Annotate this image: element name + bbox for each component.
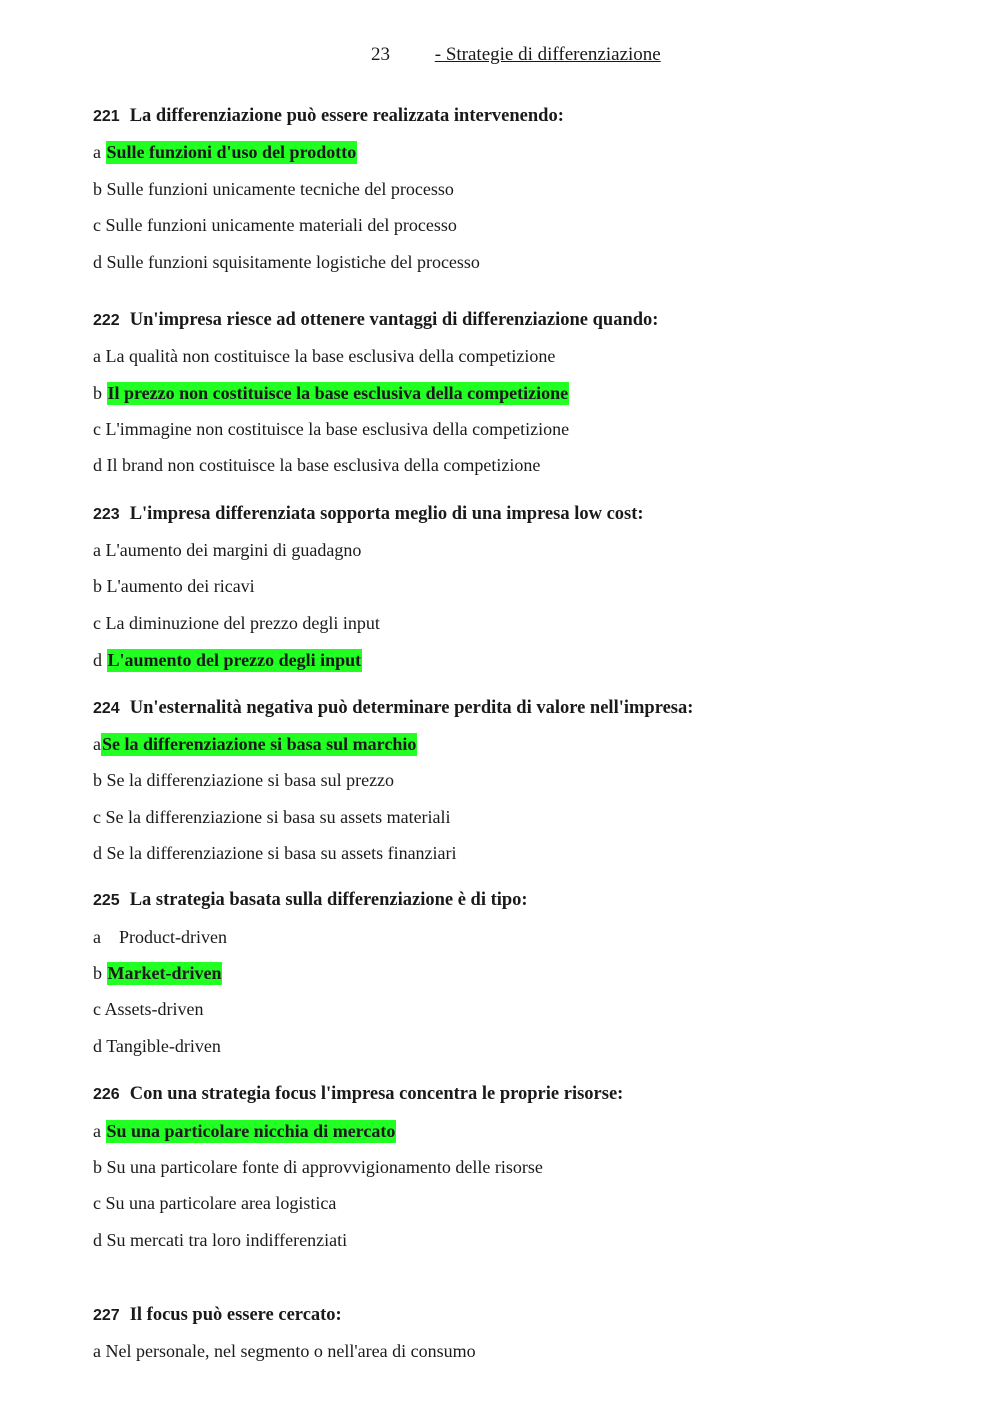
- question-text: Un'impresa riesce ad ottenere vantaggi di differenziazione quando:: [129, 310, 659, 330]
- option-text: Tangible-driven: [106, 1036, 221, 1056]
- question-text: Il focus può essere cercato:: [129, 1305, 342, 1325]
- option-text: La diminuzione del prezzo degli input: [105, 613, 380, 633]
- option-226-c: [93, 1193, 336, 1214]
- question-226: [93, 1084, 623, 1105]
- option-text: Il brand non costituisce la base esclusiva della competizione: [106, 455, 541, 475]
- question-number: 221: [93, 108, 120, 125]
- option-letter: d: [93, 252, 107, 272]
- option-221-d: [93, 252, 480, 273]
- option-text-correct: L'aumento del prezzo degli input: [107, 650, 362, 670]
- option-222-a: [93, 346, 555, 367]
- option-text: Se la differenziazione si basa su assets finanziari: [106, 843, 457, 863]
- question-text: Con una strategia focus l'impresa concentra le proprie risorse:: [129, 1084, 624, 1104]
- option-221-b: [93, 179, 454, 200]
- option-221-a: [93, 142, 357, 163]
- option-text: L'aumento dei margini di guadagno: [105, 540, 362, 560]
- option-text-correct: Su una particolare nicchia di mercato: [106, 1121, 396, 1141]
- question-224: [93, 698, 693, 719]
- question-text: Un'esternalità negativa può determinare perdita di valore nell'impresa:: [129, 698, 694, 718]
- question-225: [93, 890, 528, 911]
- option-letter: d: [93, 843, 107, 863]
- option-letter: d: [93, 1230, 102, 1250]
- question-222: [93, 310, 658, 331]
- option-223-c: [93, 613, 380, 634]
- option-letter: a: [93, 346, 101, 366]
- option-text: L'aumento dei ricavi: [106, 576, 255, 596]
- option-letter: c: [93, 215, 106, 235]
- option-222-d: [93, 455, 540, 476]
- section-title: - Strategie di differenziazione: [434, 44, 661, 65]
- option-letter: c: [93, 999, 105, 1019]
- option-letter: a: [93, 1341, 101, 1361]
- question-227: [93, 1305, 342, 1326]
- option-224-a: [93, 734, 417, 755]
- option-text: Su una particolare area logistica: [105, 1193, 337, 1213]
- option-text: La qualità non costituisce la base esclusiva della competizione: [105, 346, 556, 366]
- option-225-a: [93, 927, 227, 948]
- question-number: 224: [93, 700, 120, 717]
- option-text-correct: Il prezzo non costituisce la base esclusiva della competizione: [107, 383, 569, 403]
- option-223-d: [93, 650, 362, 671]
- option-225-c: [93, 999, 203, 1020]
- option-text: Sulle funzioni unicamente materiali del processo: [105, 215, 457, 235]
- option-letter: a: [93, 734, 101, 754]
- option-text: L'immagine non costituisce la base esclusiva della competizione: [105, 419, 570, 439]
- option-text: Su una particolare fonte di approvvigionamento delle risorse: [106, 1157, 543, 1177]
- option-letter: b: [93, 963, 107, 983]
- option-224-c: [93, 807, 451, 828]
- question-221: [93, 106, 564, 127]
- question-text: La strategia basata sulla differenziazione è di tipo:: [129, 890, 528, 910]
- option-text: Nel personale, nel segmento o nell'area di consumo: [105, 1341, 476, 1361]
- option-226-d: [93, 1230, 347, 1251]
- option-letter: c: [93, 419, 101, 439]
- page-header: [371, 44, 661, 66]
- option-letter: c: [93, 613, 101, 633]
- option-letter: b: [93, 179, 102, 199]
- question-number: 222: [93, 312, 120, 329]
- question-223: [93, 504, 644, 525]
- option-text: Assets-driven: [104, 999, 204, 1019]
- option-221-c: [93, 215, 457, 236]
- option-227-a: [93, 1341, 476, 1362]
- option-text: Product-driven: [119, 927, 227, 947]
- question-text: L'impresa differenziata sopporta meglio di una impresa low cost:: [129, 504, 644, 524]
- option-text: Sulle funzioni squisitamente logistiche del processo: [106, 252, 480, 272]
- option-226-a: [93, 1121, 396, 1142]
- option-text: Se la differenziazione si basa su assets materiali: [105, 807, 451, 827]
- question-text: La differenziazione può essere realizzata intervenendo:: [129, 106, 564, 126]
- option-letter: d: [93, 1036, 107, 1056]
- option-letter: a: [93, 540, 101, 560]
- question-number: 223: [93, 506, 120, 523]
- option-224-d: [93, 843, 457, 864]
- option-223-b: [93, 576, 255, 597]
- option-222-c: [93, 419, 569, 440]
- option-letter: b: [93, 383, 107, 403]
- option-letter: b: [93, 1157, 102, 1177]
- question-number: 226: [93, 1086, 120, 1103]
- option-text-correct: Sulle funzioni d'uso del prodotto: [106, 142, 357, 162]
- option-letter: a: [93, 927, 115, 947]
- option-text: Sulle funzioni unicamente tecniche del processo: [106, 179, 454, 199]
- question-number: 225: [93, 892, 120, 909]
- option-225-b: [93, 963, 222, 984]
- option-letter: d: [93, 650, 107, 670]
- option-225-d: [93, 1036, 221, 1057]
- question-number: 227: [93, 1307, 120, 1324]
- option-text-correct: Se la differenziazione si basa sul marchio: [102, 734, 417, 754]
- page-number: 23: [371, 44, 390, 65]
- option-letter: a: [93, 142, 106, 162]
- option-letter: d: [93, 455, 107, 475]
- option-text-correct: Market-driven: [107, 963, 222, 983]
- option-text: Se la differenziazione si basa sul prezzo: [106, 770, 395, 790]
- option-223-a: [93, 540, 361, 561]
- option-letter: b: [93, 576, 107, 596]
- option-226-b: [93, 1157, 543, 1178]
- option-letter: b: [93, 770, 107, 790]
- option-letter: c: [93, 807, 101, 827]
- option-text: Su mercati tra loro indifferenziati: [106, 1230, 348, 1250]
- option-222-b: [93, 383, 569, 404]
- option-letter: a: [93, 1121, 106, 1141]
- option-letter: c: [93, 1193, 106, 1213]
- option-224-b: [93, 770, 394, 791]
